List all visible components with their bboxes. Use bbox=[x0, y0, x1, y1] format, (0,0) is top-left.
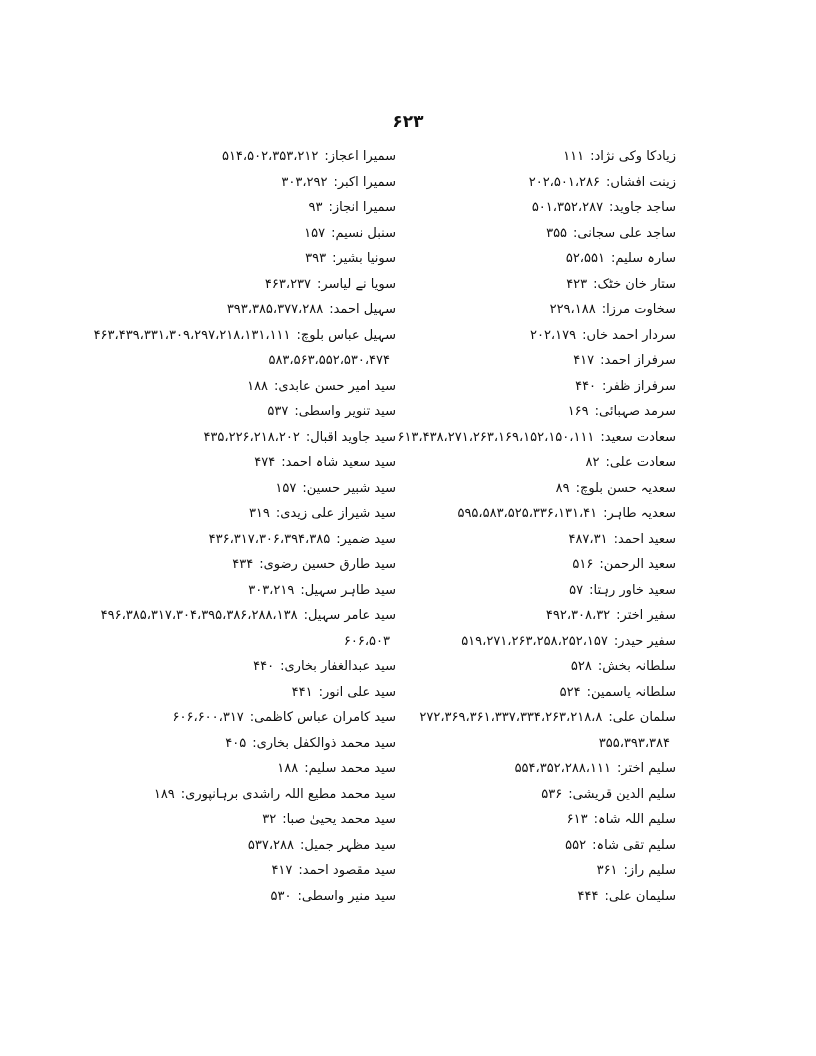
entry-pages: ۵۲۴ bbox=[559, 684, 581, 700]
entry-pages: ۶۱۳،۴۳۸،۲۷۱،۲۶۳،۱۶۹،۱۵۲،۱۵۰،۱۱۱ bbox=[397, 429, 595, 445]
index-entry bbox=[106, 731, 396, 757]
entry-name: سعید خاور رہتا: bbox=[589, 582, 676, 598]
entry-pages: ۴۳۵،۲۲۶،۲۱۸،۲۰۲ bbox=[203, 429, 300, 445]
entry-pages: ۵۵۲ bbox=[565, 837, 587, 853]
entry-name: سید محمد یحییٰ صبا: bbox=[282, 812, 396, 827]
entry-name: سلطانہ بخش: bbox=[597, 659, 676, 674]
entry-name: سنبل نسیم: bbox=[331, 225, 396, 241]
index-entry bbox=[106, 195, 396, 221]
entry-pages: ۵۱۶ bbox=[572, 557, 594, 572]
index-entry bbox=[106, 578, 396, 604]
entry-pages: ۴۳۴ bbox=[232, 557, 254, 572]
index-entry bbox=[106, 782, 396, 808]
entry-name: سلیم راز: bbox=[623, 863, 676, 878]
entry-name: سید علی انور: bbox=[318, 684, 396, 700]
entry-name: سرفراز احمد: bbox=[600, 353, 676, 368]
entry-name: زینت افشاں: bbox=[605, 174, 676, 190]
entry-pages: ۴۹۶،۳۸۵،۳۱۷،۳۰۴،۳۹۵،۳۸۶،۲۸۸،۱۳۸ bbox=[100, 608, 298, 623]
entry-pages: ۳۱۹ bbox=[248, 506, 270, 521]
entry-pages: ۹۳ bbox=[308, 200, 323, 215]
entry-name: سید محمد سلیم: bbox=[304, 761, 396, 776]
entry-pages: ۴۱۷ bbox=[573, 353, 595, 368]
entry-name: سلیم اختر: bbox=[616, 761, 676, 776]
entry-name: سمیرا اکبر: bbox=[333, 174, 396, 190]
entry-pages: ۲۰۲،۱۷۹ bbox=[529, 327, 577, 343]
entry-pages: ۲۰۲،۵۰۱،۲۸۶ bbox=[528, 174, 600, 190]
entry-name: سید مظہر جمیل: bbox=[299, 837, 396, 853]
entry-name: سلمان علی: bbox=[608, 710, 676, 725]
index-entry bbox=[100, 603, 396, 629]
index-entry bbox=[106, 629, 396, 655]
entry-pages: ۱۵۷ bbox=[304, 225, 326, 241]
entry-pages: ۸۲ bbox=[585, 455, 600, 470]
index-entry bbox=[106, 527, 396, 553]
entry-name: ساجد جاوید: bbox=[609, 200, 676, 215]
page-number: ۶۲۳ bbox=[392, 112, 424, 132]
entry-name: سعدیہ طاہر: bbox=[603, 506, 676, 521]
entry-pages: ۶۱۳ bbox=[566, 812, 588, 827]
entry-name: سید طاہر سہیل: bbox=[300, 582, 396, 598]
index-entry bbox=[106, 450, 396, 476]
index-entry bbox=[106, 756, 396, 782]
entry-pages: ۳۰۳،۲۱۹ bbox=[248, 582, 295, 598]
entry-pages: ۱۸۹ bbox=[153, 786, 175, 802]
entry-pages: ۵۱۹،۲۷۱،۲۶۳،۲۵۸،۲۵۲،۱۵۷ bbox=[461, 633, 608, 649]
entry-name: سونیا بشیر: bbox=[332, 251, 396, 266]
entry-name: سید منیر واسطی: bbox=[297, 888, 396, 904]
entry-name: سخاوت مرزا: bbox=[601, 302, 676, 317]
entry-pages: ۵۷ bbox=[569, 582, 584, 598]
entry-pages: ۵۲،۵۵۱ bbox=[565, 251, 605, 266]
entry-name: سلیم تقی شاہ: bbox=[592, 837, 676, 853]
index-entry bbox=[93, 323, 396, 349]
entry-pages: ۳۹۳،۳۸۵،۳۷۷،۲۸۸ bbox=[226, 302, 324, 317]
entry-name: سارہ سلیم: bbox=[610, 251, 676, 266]
entry-pages: ۱۱۱ bbox=[563, 149, 585, 164]
index-entry bbox=[106, 833, 396, 859]
entry-pages: ۲۲۹،۱۸۸ bbox=[549, 302, 596, 317]
entry-name: سید محمد مطیع اللہ راشدی برہانپوری: bbox=[180, 786, 396, 802]
entry-name: سہیل احمد: bbox=[329, 302, 396, 317]
entry-pages: ۴۴۰ bbox=[575, 378, 597, 394]
index-entry bbox=[106, 144, 396, 170]
index-entry bbox=[106, 425, 396, 451]
entry-pages: ۵۳۶ bbox=[541, 786, 563, 802]
index-entry bbox=[106, 297, 396, 323]
entry-pages: ۴۷۴ bbox=[254, 455, 276, 470]
entry-pages: ۱۶۹ bbox=[567, 404, 589, 419]
entry-name: سفیر اختر: bbox=[616, 608, 676, 623]
entry-pages: ۴۶۳،۴۳۹،۳۳۱،۳۰۹،۲۹۷،۲۱۸،۱۳۱،۱۱۱ bbox=[93, 327, 291, 343]
entry-pages: ۵۰۱،۳۵۲،۲۸۷ bbox=[531, 200, 604, 215]
entry-name: سردار احمد خاں: bbox=[582, 327, 676, 343]
entry-pages: ۸۹ bbox=[555, 480, 570, 496]
index-entry bbox=[106, 552, 396, 578]
entry-name: سید عبدالغفار بخاری: bbox=[280, 659, 396, 674]
entry-name: سید مقصود احمد: bbox=[298, 863, 396, 878]
entry-name: سید طارق حسین رضوی: bbox=[259, 557, 396, 572]
entry-pages: ۶۰۶،۵۰۳ bbox=[343, 633, 390, 649]
entry-pages: ۴۰۵ bbox=[225, 735, 247, 751]
entry-name: سید سعید شاہ احمد: bbox=[281, 455, 396, 470]
entry-name: سلیم اللہ شاہ: bbox=[593, 812, 676, 827]
entry-pages: ۱۸۸ bbox=[277, 761, 299, 776]
entry-name: سید شبیر حسین: bbox=[302, 480, 396, 496]
entry-pages: ۴۹۲،۳۰۸،۳۲ bbox=[545, 608, 611, 623]
entry-pages: ۳۵۵،۳۹۳،۳۸۴ bbox=[598, 735, 670, 751]
entry-name: سلیمان علی: bbox=[604, 888, 676, 904]
entry-pages: ۴۴۰ bbox=[253, 659, 275, 674]
entry-name: سمیرا اعجاز: bbox=[324, 149, 396, 164]
entry-name: سہیل عباس بلوچ: bbox=[296, 327, 396, 343]
entry-pages: ۳۲ bbox=[262, 812, 277, 827]
entry-pages: ۳۶۱ bbox=[596, 863, 618, 878]
index-entry bbox=[106, 272, 396, 298]
entry-pages: ۴۸۷،۳۱ bbox=[568, 531, 608, 547]
entry-name: سلطانہ یاسمین: bbox=[586, 684, 676, 700]
entry-pages: ۴۶۳،۲۳۷ bbox=[264, 276, 312, 292]
entry-name: سید جاوید اقبال: bbox=[305, 429, 396, 445]
entry-name: سرفراز ظفر: bbox=[602, 378, 676, 394]
entry-pages: ۵۳۷ bbox=[267, 404, 289, 419]
entry-pages: ۳۵۵ bbox=[546, 225, 568, 241]
entry-pages: ۵۹۵،۵۸۳،۵۲۵،۳۳۶،۱۳۱،۴۱ bbox=[457, 506, 598, 521]
entry-name: سید کامران عباس کاظمی: bbox=[249, 710, 396, 725]
entry-pages: ۶۰۶،۶۰۰،۳۱۷ bbox=[172, 710, 244, 725]
entry-name: سفیر حیدر: bbox=[613, 633, 676, 649]
entry-name: سرمد صہبائی: bbox=[594, 404, 676, 419]
entry-name: سید شیراز علی زیدی: bbox=[275, 506, 396, 521]
entry-name: زیادکا وکی نژاد: bbox=[590, 149, 676, 164]
entry-pages: ۲۷۲،۳۶۹،۳۶۱،۳۳۷،۳۳۴،۲۶۳،۲۱۸،۸ bbox=[419, 710, 603, 725]
index-entry bbox=[106, 221, 396, 247]
entry-pages: ۴۴۱ bbox=[291, 684, 313, 700]
index-entry bbox=[106, 476, 396, 502]
index-entry bbox=[106, 680, 396, 706]
entry-pages: ۴۳۶،۳۱۷،۳۰۶،۳۹۴،۳۸۵ bbox=[208, 531, 331, 547]
entry-name: ستار خان خٹک: bbox=[593, 276, 676, 292]
index-entry bbox=[106, 807, 396, 833]
index-entry bbox=[106, 399, 396, 425]
entry-name: سعادت علی: bbox=[605, 455, 676, 470]
index-entry bbox=[106, 884, 396, 910]
index-column-left bbox=[93, 144, 396, 909]
entry-name: سید محمد ذوالکفل بخاری: bbox=[252, 735, 396, 751]
entry-pages: ۴۱۷ bbox=[271, 863, 293, 878]
entry-name: سید تنویر واسطی: bbox=[294, 404, 396, 419]
entry-name: سمیرا انجاز: bbox=[328, 200, 396, 215]
index-entry bbox=[106, 348, 396, 374]
entry-pages: ۱۵۷ bbox=[275, 480, 297, 496]
entry-pages: ۵۵۴،۳۵۲،۲۸۸،۱۱۱ bbox=[514, 761, 611, 776]
entry-pages: ۵۳۷،۲۸۸ bbox=[247, 837, 294, 853]
entry-name: سلیم الدین قریشی: bbox=[568, 786, 676, 802]
entry-pages: ۴۲۳ bbox=[566, 276, 588, 292]
index-entry bbox=[106, 246, 396, 272]
index-entry bbox=[106, 170, 396, 196]
entry-name: سویا نے لیاسر: bbox=[317, 276, 396, 292]
entry-name: ساجد علی سجانی: bbox=[573, 225, 676, 241]
entry-pages: ۱۸۸ bbox=[247, 378, 269, 394]
entry-pages: ۵۱۴،۵۰۲،۳۵۳،۲۱۲ bbox=[221, 149, 319, 164]
entry-pages: ۳۰۳،۲۹۲ bbox=[281, 174, 328, 190]
entry-pages: ۵۸۳،۵۶۳،۵۵۲،۵۳۰،۴۷۴ bbox=[268, 353, 390, 368]
entry-name: سعدیہ حسن بلوچ: bbox=[575, 480, 676, 496]
entry-name: سعید الرحمن: bbox=[599, 557, 676, 572]
index-entry bbox=[106, 654, 396, 680]
index-entry bbox=[106, 501, 396, 527]
entry-pages: ۵۲۸ bbox=[570, 659, 592, 674]
entry-name: سعادت سعید: bbox=[600, 429, 676, 445]
entry-name: سید عامر سہیل: bbox=[303, 608, 396, 623]
entry-name: سعید احمد: bbox=[613, 531, 676, 547]
entry-name: سید امیر حسن عابدی: bbox=[274, 378, 396, 394]
entry-name: سید ضمیر: bbox=[336, 531, 396, 547]
index-entry bbox=[106, 858, 396, 884]
index-entry bbox=[106, 705, 396, 731]
index-entry bbox=[106, 374, 396, 400]
entry-pages: ۳۹۳ bbox=[305, 251, 327, 266]
entry-pages: ۴۴۴ bbox=[577, 888, 599, 904]
entry-pages: ۵۳۰ bbox=[270, 888, 292, 904]
